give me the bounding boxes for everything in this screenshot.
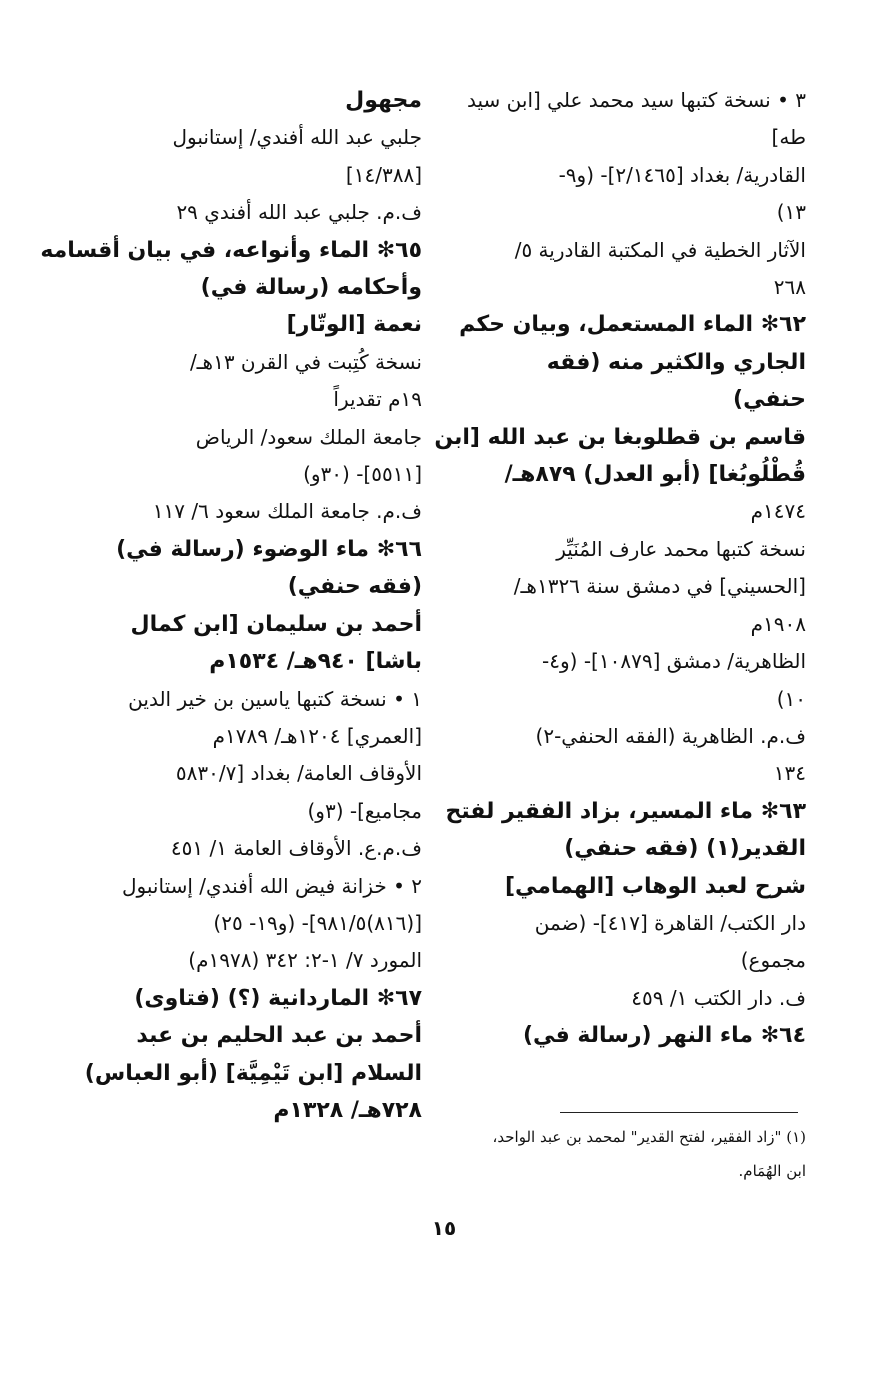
entry-line: ١٣) bbox=[776, 200, 806, 225]
entry-heading-line: السلام [ابن تَيْمِيَّة] (أبو العباس) bbox=[84, 1060, 422, 1086]
entry-line: ١٩٠٨م bbox=[750, 611, 806, 636]
entry-heading-line: باشا] ٩٤٠هـ/ ١٥٣٤م bbox=[209, 649, 422, 675]
entry-line: ف.م. جلبي عبد الله أفندي ٢٩ bbox=[176, 200, 422, 225]
entry-heading-line: أحمد بن عبد الحليم بن عبد bbox=[136, 1023, 422, 1049]
entry-line: ف.م.ع. الأوقاف العامة ١/ ٤٥١ bbox=[170, 836, 422, 861]
footnote-line: ابن الهُمَام. bbox=[738, 1162, 806, 1180]
entry-line: القادرية/ بغداد [٢/١٤٦٥]- (و٩- bbox=[558, 162, 806, 187]
entry-heading-line: مجهول bbox=[345, 88, 422, 113]
entry-heading-line: القدير(١) (فقه حنفي) bbox=[564, 836, 806, 862]
entry-heading-line: (فقه حنفي) bbox=[287, 574, 422, 600]
entry-heading-line: شرح لعبد الوهاب [الهمامي] bbox=[504, 873, 806, 899]
entry-heading-line: ٦٣✻ ماء المسير، بزاد الفقير لفتح bbox=[445, 798, 806, 824]
entry-heading-line: أحمد بن سليمان [ابن كمال bbox=[130, 611, 422, 637]
entry-line: ٣ • نسخة كتبها سيد محمد علي [ابن سيد bbox=[467, 88, 806, 112]
entry-heading-line: ٦٢✻ الماء المستعمل، وبيان حكم bbox=[459, 312, 806, 338]
entry-line: المورد ٧/ ١-٢: ٣٤٢ (١٩٧٨م) bbox=[188, 948, 422, 973]
entry-line: [١٤/٣٨٨] bbox=[345, 162, 422, 187]
entry-line: [٥٥١١]- (٣٠و) bbox=[303, 462, 422, 487]
entry-line: ف.م. جامعة الملك سعود ٦/ ١١٧ bbox=[152, 499, 422, 524]
entry-heading-line: ٦٦✻ ماء الوضوء (رسالة في) bbox=[116, 536, 422, 562]
entry-line: ١٩م تقديراً bbox=[333, 387, 422, 412]
entry-line: [الحسيني] في دمشق سنة ١٣٢٦هـ/ bbox=[513, 574, 806, 599]
entry-line: ٢٦٨ bbox=[773, 275, 806, 300]
entry-heading-line: ٧٢٨هـ/ ١٣٢٨م bbox=[273, 1097, 422, 1123]
footnote bbox=[466, 1120, 806, 1188]
entry-line: طه] bbox=[771, 125, 806, 150]
entry-line: ف. دار الكتب ١/ ٤٥٩ bbox=[631, 985, 806, 1010]
entry-line: جلبي عبد الله أفندي/ إستانبول bbox=[172, 125, 422, 150]
footnote-line: (١) "زاد الفقير، لفتح القدير" لمحمد بن عبد الواحد، bbox=[492, 1128, 806, 1146]
entry-line: [(٨١٦)٩٨١/٥]- (و١٩- ٢٥) bbox=[213, 910, 422, 935]
entry-heading-line: ٦٤✻ ماء النهر (رسالة في) bbox=[523, 1023, 806, 1049]
entry-heading-line: ٦٥✻ الماء وأنواعه، في بيان أقسامه bbox=[40, 237, 422, 263]
entry-line: الآثار الخطية في المكتبة القادرية ٥/ bbox=[514, 237, 806, 262]
entry-line: الأوقاف العامة/ بغداد [٥٨٣٠/٧ bbox=[175, 761, 422, 786]
entry-heading-line: نعمة [الوتّار] bbox=[286, 312, 422, 338]
entry-line: نسخة كُتِبت في القرن ١٣هـ/ bbox=[189, 349, 422, 374]
entry-line: ١٣٤ bbox=[773, 761, 806, 786]
entry-heading-line: ٦٧✻ المارداني‍ة (؟) (فتاوى) bbox=[134, 985, 422, 1011]
entry-line: ١ • نسخة كتبها ياسين بن خير الدين bbox=[128, 686, 422, 711]
right-column bbox=[434, 82, 806, 1055]
entry-line: ف.م. الظاهرية (الفقه الحنفي-٢) bbox=[535, 723, 806, 748]
entry-heading-line: حنفي) bbox=[733, 387, 806, 413]
entry-line: مجاميع]- (٣و) bbox=[307, 798, 422, 823]
entry-line: ١٠) bbox=[776, 686, 806, 711]
footnote-divider bbox=[560, 1112, 798, 1113]
entry-line: مجموع) bbox=[740, 948, 806, 973]
entry-line: ٢ • خزانة فيض الله أفندي/ إستانبول bbox=[122, 873, 422, 898]
entry-line: دار الكتب/ القاهرة [٤١٧]- (ضمن bbox=[534, 910, 806, 935]
left-column bbox=[40, 82, 422, 1129]
entry-line: ١٤٧٤م bbox=[750, 499, 806, 524]
page-number: ١٥ bbox=[431, 1216, 457, 1240]
entry-line: جامعة الملك سعود/ الرياض bbox=[195, 424, 422, 449]
entry-heading-line: الجاري والكثير منه (فقه bbox=[546, 349, 806, 375]
entry-line: [العمري] ١٢٠٤هـ/ ١٧٨٩م bbox=[212, 723, 422, 748]
entry-heading-line: وأحكامه (رسالة في) bbox=[200, 275, 422, 301]
entry-heading-line: قاسم بن قطلوبغا بن عبد الله [ابن bbox=[434, 424, 806, 450]
entry-heading-line: قُطْلُوبُغا] (أبو العدل) ٨٧٩هـ/ bbox=[504, 462, 806, 488]
entry-line: نسخة كتبها محمد عارف المُنَيِّر bbox=[556, 536, 806, 561]
entry-line: الظاهرية/ دمشق [١٠٨٧٩]- (و٤- bbox=[542, 649, 806, 674]
